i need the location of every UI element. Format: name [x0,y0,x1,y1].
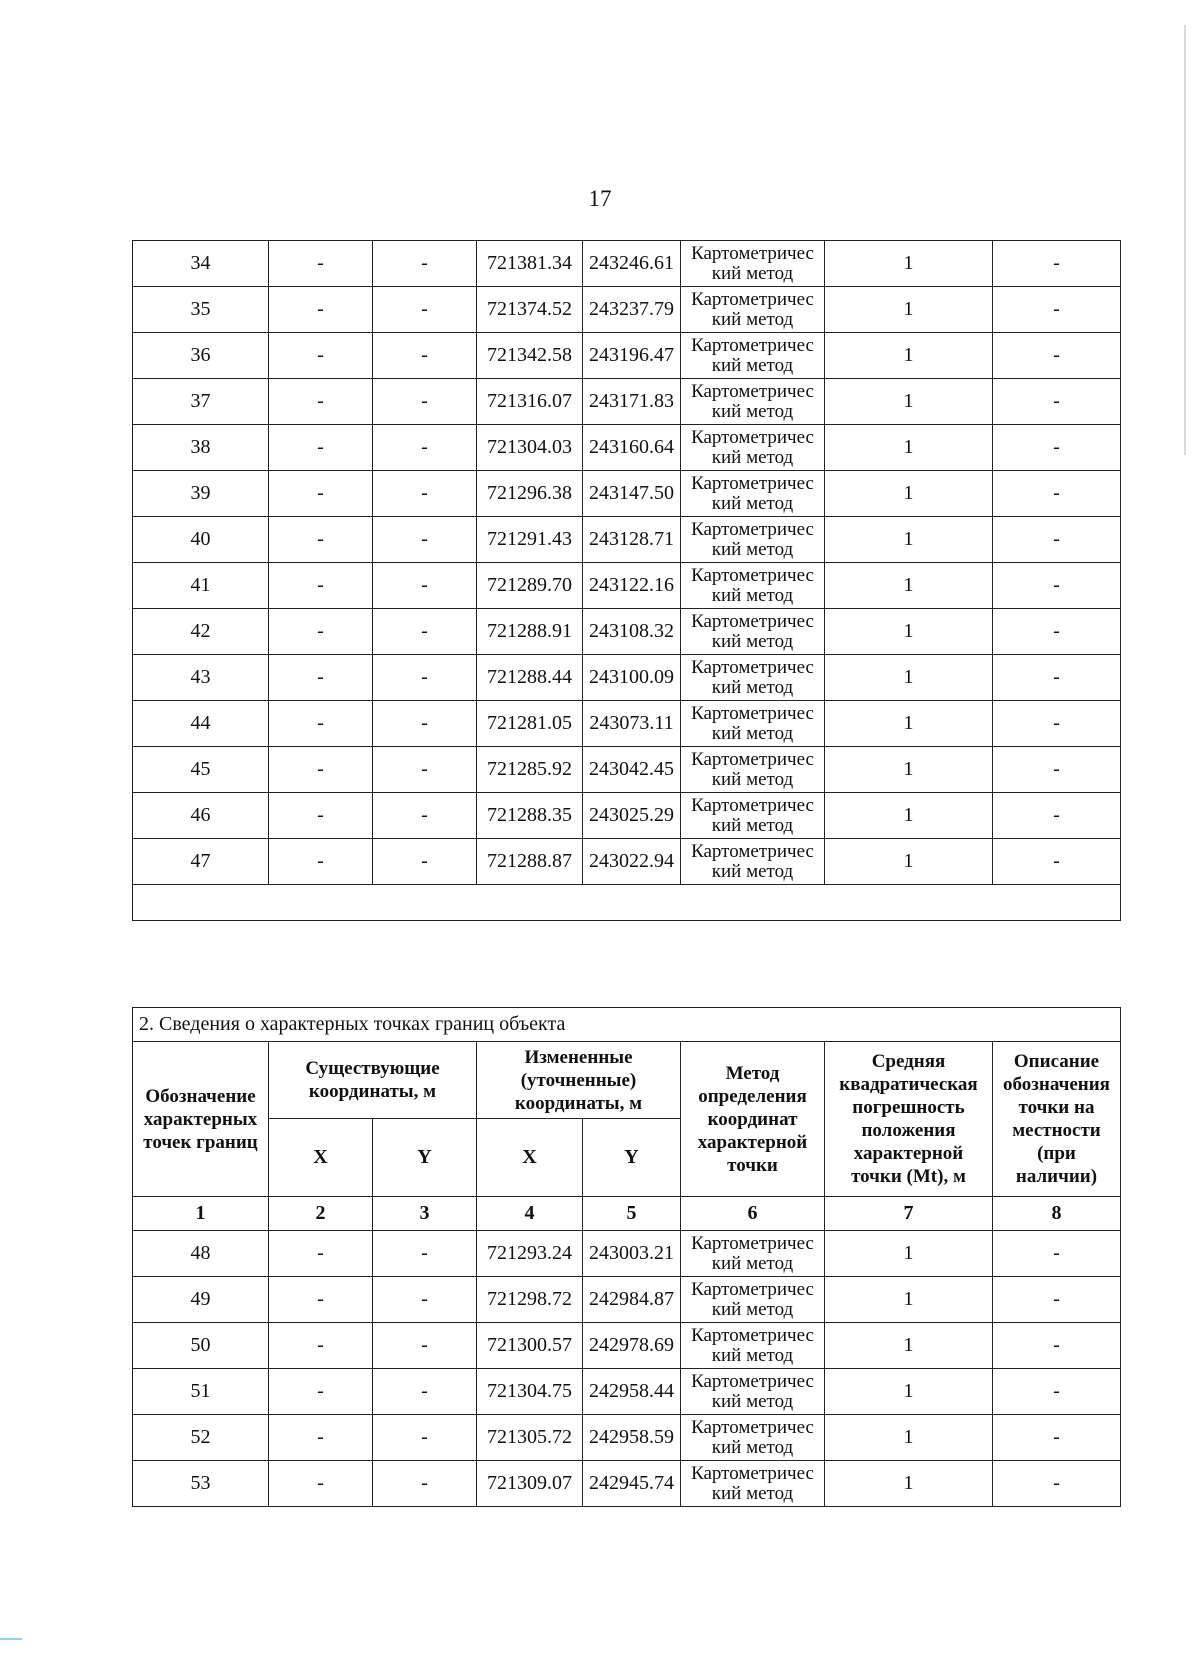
cell-existing-x: - [269,1231,373,1277]
cell-existing-y: - [373,287,477,333]
cell-method: Картометричес кий метод [681,1323,825,1369]
cell-changed-y: 242958.44 [583,1369,681,1415]
cell-changed-y: 243171.83 [583,379,681,425]
cell-existing-y: - [373,1231,477,1277]
cell-changed-x: 721316.07 [477,379,583,425]
cell-existing-y: - [373,563,477,609]
cell-mean-square-error: 1 [825,563,993,609]
cell-point-number: 48 [133,1231,269,1277]
cell-changed-x: 721309.07 [477,1461,583,1507]
cell-existing-x: - [269,287,373,333]
cell-mean-square-error: 1 [825,1461,993,1507]
cell-method: Картометричес кий метод [681,701,825,747]
cell-existing-x: - [269,1415,373,1461]
cell-point-number: 50 [133,1323,269,1369]
cell-method: Картометричес кий метод [681,1461,825,1507]
cell-point-number: 53 [133,1461,269,1507]
cell-point-description: - [993,287,1121,333]
cell-existing-x: - [269,1323,373,1369]
cell-mean-square-error: 1 [825,287,993,333]
cell-point-number: 42 [133,609,269,655]
table-row [133,333,1121,379]
cell-point-description: - [993,1277,1121,1323]
scan-margin-mark [0,1638,22,1640]
table-row [133,747,1121,793]
cell-existing-x: - [269,517,373,563]
table-row [133,1369,1121,1415]
table-row [133,701,1121,747]
cell-existing-x: - [269,471,373,517]
header-point-designation: Обозначение характерных точек границ [133,1042,269,1197]
cell-method: Картометричес кий метод [681,379,825,425]
cell-point-description: - [993,1461,1121,1507]
cell-existing-x: - [269,701,373,747]
column-number-2: 2 [269,1197,373,1231]
cell-point-number: 41 [133,563,269,609]
cell-method: Картометричес кий метод [681,1415,825,1461]
header-changed-coordinates: Измененные (уточненные) координаты, м [477,1042,681,1119]
cell-changed-y: 243042.45 [583,747,681,793]
cell-existing-x: - [269,609,373,655]
cell-point-description: - [993,701,1121,747]
column-number-1: 1 [133,1197,269,1231]
cell-method: Картометричес кий метод [681,425,825,471]
cell-point-number: 47 [133,839,269,885]
header-existing-x: X [269,1119,373,1197]
cell-changed-y: 243122.16 [583,563,681,609]
cell-changed-y: 242958.59 [583,1415,681,1461]
table-row [133,839,1121,885]
cell-point-description: - [993,1231,1121,1277]
cell-point-description: - [993,379,1121,425]
cell-mean-square-error: 1 [825,1277,993,1323]
cell-point-number: 46 [133,793,269,839]
cell-method: Картометричес кий метод [681,839,825,885]
column-number-5: 5 [583,1197,681,1231]
cell-point-description: - [993,425,1121,471]
page-number: 17 [588,186,612,211]
cell-point-description: - [993,241,1121,287]
cell-changed-y: 243147.50 [583,471,681,517]
cell-existing-y: - [373,379,477,425]
cell-changed-x: 721285.92 [477,747,583,793]
cell-existing-x: - [269,793,373,839]
cell-point-description: - [993,793,1121,839]
cell-mean-square-error: 1 [825,471,993,517]
cell-point-description: - [993,839,1121,885]
cell-point-description: - [993,655,1121,701]
header-changed-x: X [477,1119,583,1197]
table-row [133,1415,1121,1461]
cell-point-number: 49 [133,1277,269,1323]
column-number-3: 3 [373,1197,477,1231]
cell-changed-y: 243100.09 [583,655,681,701]
cell-existing-y: - [373,1461,477,1507]
cell-method: Картометричес кий метод [681,1369,825,1415]
cell-point-number: 37 [133,379,269,425]
header-method: Метод определения координат характерной точки [681,1042,825,1197]
cell-existing-y: - [373,655,477,701]
cell-mean-square-error: 1 [825,517,993,563]
cell-point-description: - [993,333,1121,379]
boundary-points-table [132,1007,1121,1507]
cell-method: Картометричес кий метод [681,287,825,333]
cell-point-description: - [993,517,1121,563]
cell-existing-x: - [269,379,373,425]
cell-method: Картометричес кий метод [681,1277,825,1323]
cell-changed-y: 243022.94 [583,839,681,885]
cell-existing-x: - [269,241,373,287]
table-row [133,1323,1121,1369]
cell-point-number: 52 [133,1415,269,1461]
cell-changed-y: 242978.69 [583,1323,681,1369]
cell-changed-y: 243160.64 [583,425,681,471]
cell-changed-x: 721281.05 [477,701,583,747]
cell-existing-x: - [269,1461,373,1507]
table-row [133,471,1121,517]
cell-changed-x: 721296.38 [477,471,583,517]
cell-changed-x: 721304.03 [477,425,583,471]
cell-changed-x: 721374.52 [477,287,583,333]
cell-changed-y: 242945.74 [583,1461,681,1507]
cell-existing-x: - [269,1277,373,1323]
cell-existing-y: - [373,747,477,793]
cell-existing-y: - [373,1415,477,1461]
cell-changed-y: 243073.11 [583,701,681,747]
cell-existing-y: - [373,1323,477,1369]
cell-point-description: - [993,747,1121,793]
cell-changed-y: 243128.71 [583,517,681,563]
column-number-6: 6 [681,1197,825,1231]
cell-changed-y: 243196.47 [583,333,681,379]
boundary-points-table-body [133,1231,1121,1507]
cell-point-number: 38 [133,425,269,471]
cell-mean-square-error: 1 [825,609,993,655]
cell-changed-x: 721291.43 [477,517,583,563]
cell-point-description: - [993,1323,1121,1369]
cell-changed-x: 721381.34 [477,241,583,287]
cell-method: Картометричес кий метод [681,793,825,839]
cell-point-description: - [993,609,1121,655]
table-row [133,1231,1121,1277]
cell-method: Картометричес кий метод [681,563,825,609]
cell-existing-y: - [373,425,477,471]
cell-method: Картометричес кий метод [681,333,825,379]
header-existing-y: Y [373,1119,477,1197]
cell-changed-x: 721288.44 [477,655,583,701]
cell-method: Картометричес кий метод [681,517,825,563]
cell-point-number: 35 [133,287,269,333]
cell-mean-square-error: 1 [825,1323,993,1369]
table-row [133,1277,1121,1323]
table-row [133,609,1121,655]
cell-point-number: 40 [133,517,269,563]
cell-changed-x: 721289.70 [477,563,583,609]
cell-existing-y: - [373,1369,477,1415]
cell-mean-square-error: 1 [825,1231,993,1277]
scan-edge-shadow [1184,25,1186,455]
section-title: 2. Сведения о характерных точках границ объекта [133,1008,1121,1042]
cell-existing-y: - [373,333,477,379]
cell-changed-y: 243108.32 [583,609,681,655]
column-number-4: 4 [477,1197,583,1231]
cell-mean-square-error: 1 [825,655,993,701]
cell-point-description: - [993,1369,1121,1415]
cell-changed-y: 243237.79 [583,287,681,333]
cell-point-description: - [993,563,1121,609]
cell-existing-y: - [373,1277,477,1323]
cell-changed-x: 721293.24 [477,1231,583,1277]
cell-mean-square-error: 1 [825,701,993,747]
cell-mean-square-error: 1 [825,747,993,793]
table-row [133,793,1121,839]
column-number-7: 7 [825,1197,993,1231]
cell-existing-x: - [269,1369,373,1415]
table-row [133,241,1121,287]
coordinates-table-continued [132,240,1121,921]
table-row [133,1461,1121,1507]
cell-changed-x: 721288.35 [477,793,583,839]
cell-mean-square-error: 1 [825,793,993,839]
cell-mean-square-error: 1 [825,333,993,379]
cell-existing-y: - [373,793,477,839]
cell-existing-y: - [373,609,477,655]
header-existing-coordinates: Существующие координаты, м [269,1042,477,1119]
cell-point-number: 45 [133,747,269,793]
table-row [133,425,1121,471]
cell-changed-x: 721304.75 [477,1369,583,1415]
cell-method: Картометричес кий метод [681,241,825,287]
cell-method: Картометричес кий метод [681,609,825,655]
cell-changed-x: 721342.58 [477,333,583,379]
empty-row [133,885,1121,921]
coordinates-table-continued-body [133,241,1121,885]
cell-changed-x: 721288.87 [477,839,583,885]
cell-existing-x: - [269,655,373,701]
cell-changed-x: 721298.72 [477,1277,583,1323]
cell-mean-square-error: 1 [825,1415,993,1461]
cell-changed-y: 243246.61 [583,241,681,287]
cell-changed-x: 721300.57 [477,1323,583,1369]
cell-changed-y: 243025.29 [583,793,681,839]
cell-point-description: - [993,471,1121,517]
empty-cell [133,885,1121,921]
table-row [133,563,1121,609]
cell-point-number: 51 [133,1369,269,1415]
header-mean-square-error: Средняя квадратическая погрешность положения характерной точки (Mt), м [825,1042,993,1197]
cell-existing-x: - [269,563,373,609]
cell-point-number: 44 [133,701,269,747]
cell-mean-square-error: 1 [825,1369,993,1415]
cell-method: Картометричес кий метод [681,655,825,701]
cell-method: Картометричес кий метод [681,1231,825,1277]
table-row [133,517,1121,563]
cell-point-number: 39 [133,471,269,517]
cell-existing-y: - [373,517,477,563]
cell-existing-x: - [269,425,373,471]
cell-existing-y: - [373,241,477,287]
cell-point-number: 36 [133,333,269,379]
cell-method: Картометричес кий метод [681,471,825,517]
cell-existing-y: - [373,839,477,885]
cell-method: Картометричес кий метод [681,747,825,793]
cell-existing-x: - [269,839,373,885]
cell-changed-x: 721288.91 [477,609,583,655]
cell-changed-x: 721305.72 [477,1415,583,1461]
cell-mean-square-error: 1 [825,425,993,471]
table-row [133,655,1121,701]
cell-point-number: 43 [133,655,269,701]
cell-point-description: - [993,1415,1121,1461]
column-number-8: 8 [993,1197,1121,1231]
cell-existing-y: - [373,471,477,517]
cell-changed-y: 243003.21 [583,1231,681,1277]
cell-mean-square-error: 1 [825,379,993,425]
cell-mean-square-error: 1 [825,241,993,287]
cell-existing-y: - [373,701,477,747]
cell-changed-y: 242984.87 [583,1277,681,1323]
header-changed-y: Y [583,1119,681,1197]
cell-mean-square-error: 1 [825,839,993,885]
header-point-description: Описание обозначения точки на местности (при наличии) [993,1042,1121,1197]
cell-existing-x: - [269,333,373,379]
table-row [133,379,1121,425]
cell-existing-x: - [269,747,373,793]
cell-point-number: 34 [133,241,269,287]
table-row [133,287,1121,333]
